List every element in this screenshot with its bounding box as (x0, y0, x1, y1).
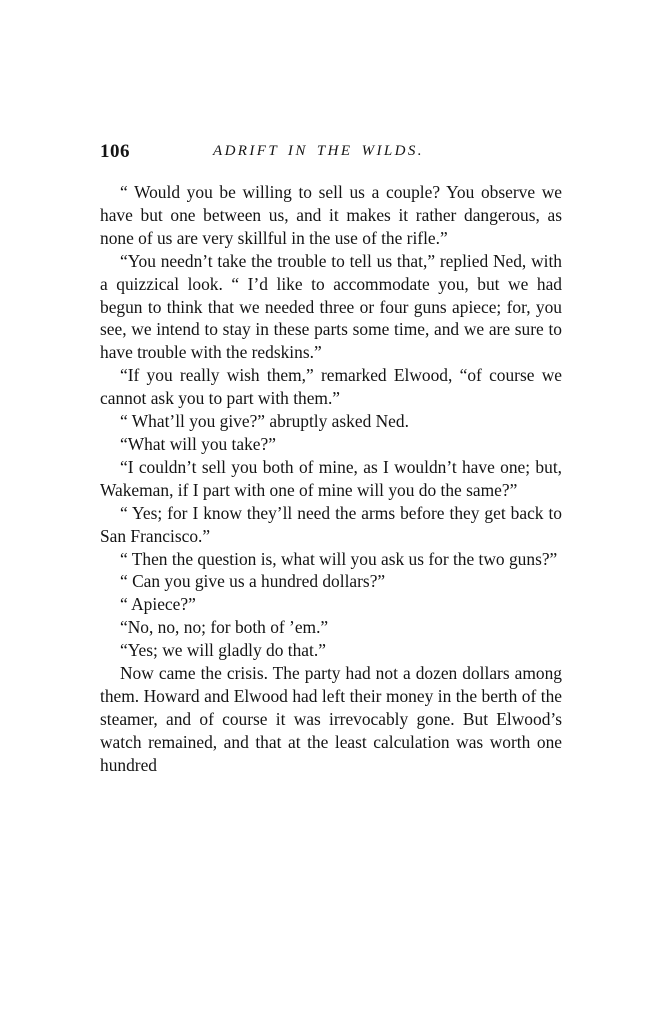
paragraph: “I couldn’t sell you both of mine, as I wouldn’t have one; but, Wakeman, if I part with one of mine will you do the same?” (100, 456, 562, 500)
paragraph: “ Would you be willing to sell us a couple? You observe we have but one between us, and it makes it rather dangerous, as none of us are very skillful in the use of the rifle.” (100, 182, 562, 248)
paragraph: “What will you take?” (120, 433, 276, 454)
body-text (100, 181, 562, 777)
paragraph: “No, no, no; for both of ’em.” (120, 617, 329, 638)
running-title: ADRIFT IN THE WILDS. (213, 143, 424, 159)
paragraph: “ Yes; for I know they’ll need the arms before they get back to San Francisco.” (100, 502, 562, 546)
paragraph: “You needn’t take the trouble to tell us that,” replied Ned, with a quizzical look. “ I’d like to accommodate you, but we had begun to think that we needed three or four guns apiece; for, you see, we intend to stay in these parts some time, and we are sure to have trouble with the redskins.” (100, 250, 562, 363)
paragraph: Now came the crisis. The party had not a dozen dollars among them. Howard and Elwood had left their money in the berth of the steamer, and of course it was irrevocably gone. But Elwood’s watch remained, and that at the least calculation was worth one hundred (100, 663, 562, 775)
page-header (100, 141, 562, 165)
paragraph: “Yes; we will gladly do that.” (120, 640, 326, 661)
paragraph: “ Then the question is, what will you ask us for the two guns?” (120, 548, 558, 569)
paragraph: “If you really wish them,” remarked Elwood, “of course we cannot ask you to part with them.” (100, 365, 562, 409)
paragraph: “ Can you give us a hundred dollars?” (120, 571, 386, 592)
paragraph: “ Apiece?” (120, 594, 196, 615)
page-number: 106 (100, 141, 130, 162)
paragraph: “ What’ll you give?” abruptly asked Ned. (120, 411, 409, 432)
